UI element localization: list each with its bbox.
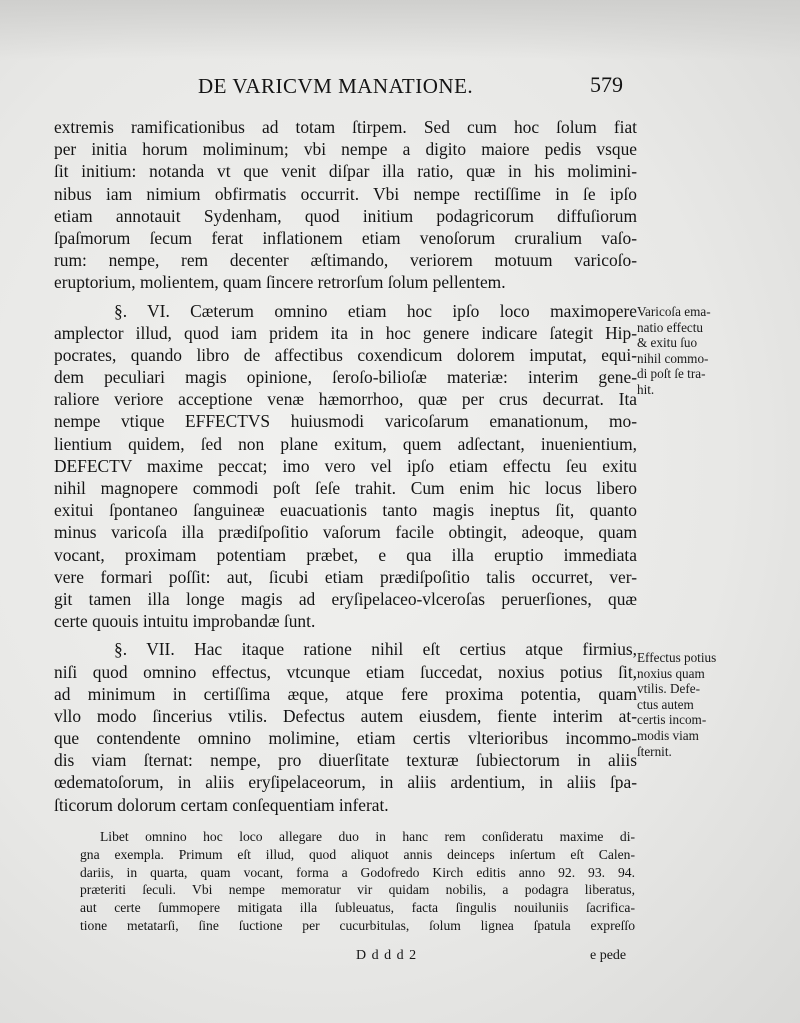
text-line: per initia horum moliminum; vbi nempe a digito maiore pedis vsque [54, 139, 637, 160]
text-line: etiam annotauit Sydenham, quod initium podagricorum diffuſiorum [54, 205, 637, 226]
margin-note-section-vi [637, 304, 711, 398]
text-line: ſpaſmorum ſecum ferat inflationem etiam venoſorum cruralium vaſo- [54, 227, 637, 248]
section-heading-line: §. VII. Hac itaque ratione nihil eſt certius atque firmius, [114, 639, 637, 660]
text-line: extremis ramificationibus ad totam ſtirpem. Sed cum hoc ſolum fiat [54, 117, 637, 137]
text-line: ſticorum dolorum certam conſequentiam inferat. [54, 794, 389, 815]
text-line: ad minimum in certiſſima æque, atque fere proxima potentia, quam [54, 683, 637, 704]
text-line: git tamen illa longe magis ad eryſipelaceo-vlceroſas peruerſiones, quæ [54, 588, 637, 609]
margin-note-line: hit. [637, 381, 655, 397]
page-header [0, 72, 800, 102]
text-line: vere formari poſſit: aut, ſicubi etiam prædiſpoſitio talis occurret, ver- [54, 566, 637, 587]
section-vi-paragraph [54, 300, 637, 633]
text-line: dem peculiari magis opinione, ſeroſo-bilioſæ materiæ: interim gene- [54, 367, 637, 388]
section-heading-line: §. VI. Cæterum omnino etiam hoc ipſo loco maximopere [114, 300, 637, 321]
text-line: que contendente omnino molimine, etiam certis vlterioribus incommo- [54, 728, 637, 749]
note-line: aut certe ſummopere mitigata illa ſubleuatus, facta ſingulis nouiluniis ſacrifica- [80, 900, 635, 916]
text-line: rum: nempe, rem decenter æſtimando, veriorem motuum varicoſo- [54, 250, 637, 271]
text-line: lientium quidem, ſed non plane exitum, quem adſectant, inuenientium, [54, 433, 637, 454]
margin-note-section-vii [637, 650, 716, 759]
note-line: Libet omnino hoc loco allegare duo in hanc rem conſideratu maxime di- [100, 829, 635, 844]
main-text-block [54, 116, 637, 816]
note-line: gna exempla. Primum eſt illud, quod aliquot annis deinceps inſertum eſt Calen- [80, 846, 635, 862]
opening-paragraph [54, 116, 637, 294]
note-line: dariis, in quarta, quam vocant, forma a Godofredo Kirch editis anno 92. 93. 94. [80, 864, 635, 880]
catchword: e pede [590, 948, 627, 963]
margin-note-line: natio effectu [637, 319, 704, 335]
text-line: œdematoſorum, in aliis eryſipelaceorum, in aliis ardentium, in aliis ſpa- [54, 772, 637, 793]
text-line: exitui ſpontaneo ſanguineæ euacuationis tanto magis ineptus ſit, quanto [54, 500, 637, 521]
margin-note-line: Varicoſa ema- [637, 304, 711, 319]
margin-note-line: certis incom- [637, 712, 707, 728]
text-line: raliore veriore acceptione venæ hæmorrhoo, quæ per crus decurrat. Ita [54, 389, 637, 410]
margin-note-line: Effectus potius [637, 650, 717, 665]
margin-note-line: ctus autem [637, 696, 694, 712]
text-line: amplector illud, quod iam pridem ita in hoc genere indicare ſategit Hip- [54, 322, 637, 343]
note-line: tione metatarſi, ſine ſuctione per cucurbitulas, ſolum lignea ſpatula expreſſo [80, 917, 635, 933]
text-line: nempe vtique EFFECTVS huiusmodi varicoſarum emanationum, mo- [54, 411, 637, 432]
text-line: vllo modo ſincerius vtilis. Defectus autem eiusdem, fiente interim at- [54, 705, 637, 726]
footnote-block [80, 828, 635, 935]
text-line: minus varicoſa illa prædiſpoſitio vaſorum facile obtingit, adeoque, quam [54, 522, 637, 543]
text-line: DEFECTV maxime peccat; imo vero vel ipſo etiam effectu ſeu exitu [54, 455, 637, 476]
text-line: vocant, proximam potentiam præbet, e qua illa eruptio immediata [54, 544, 637, 565]
margin-note-line: vtilis. Defe- [637, 681, 700, 697]
margin-note-line: noxius quam [637, 665, 705, 681]
text-line: ſit initium: notanda vt que venit diſpar illa ratio, quæ in his molimini- [54, 161, 637, 182]
page-footer [0, 948, 800, 970]
signature-mark: D d d d 2 [356, 948, 418, 963]
margin-note-line: modis viam [637, 727, 699, 743]
text-line: nihil magnopere commodi poſt ſeſe trahit. Cum enim hic locus libero [54, 478, 637, 498]
margin-note-line: di poſt ſe tra- [637, 366, 706, 382]
text-line: nibus iam nimium obfirmatis occurrit. Vbi nempe rectiſſime in ſe ipſo [54, 183, 637, 204]
page-number: 579 [590, 72, 623, 97]
margin-note-line: & exitu ſuo [637, 335, 698, 351]
text-line: eruptorium, molientem, quam ſincere retrorſum ſolum pellentem. [54, 272, 506, 293]
section-vii-paragraph [54, 638, 637, 816]
margin-note-line: nihil commo- [637, 350, 709, 366]
running-title: DE VARICVM MANATIONE. [198, 74, 474, 98]
bleed-through-shadow [0, 0, 800, 60]
margin-note-line: ſternit. [637, 743, 672, 759]
note-line: præteriti ſeculi. Vbi nempe memoratur vir quidam nobilis, a podagra liberatus, [80, 882, 635, 898]
text-line: dis viam ſternat: nempe, pro diuerſitate texturæ ſubiectorum in aliis [54, 750, 637, 771]
text-line: certe quouis intuitu improbandæ ſunt. [54, 611, 316, 632]
text-line: niſi quod omnino effectus, vtcunque etiam ſuccedat, noxius potius ſit, [54, 661, 637, 682]
text-line: pocrates, quando libro de affectibus coxendicum dolorem imputat, equi- [54, 344, 637, 365]
